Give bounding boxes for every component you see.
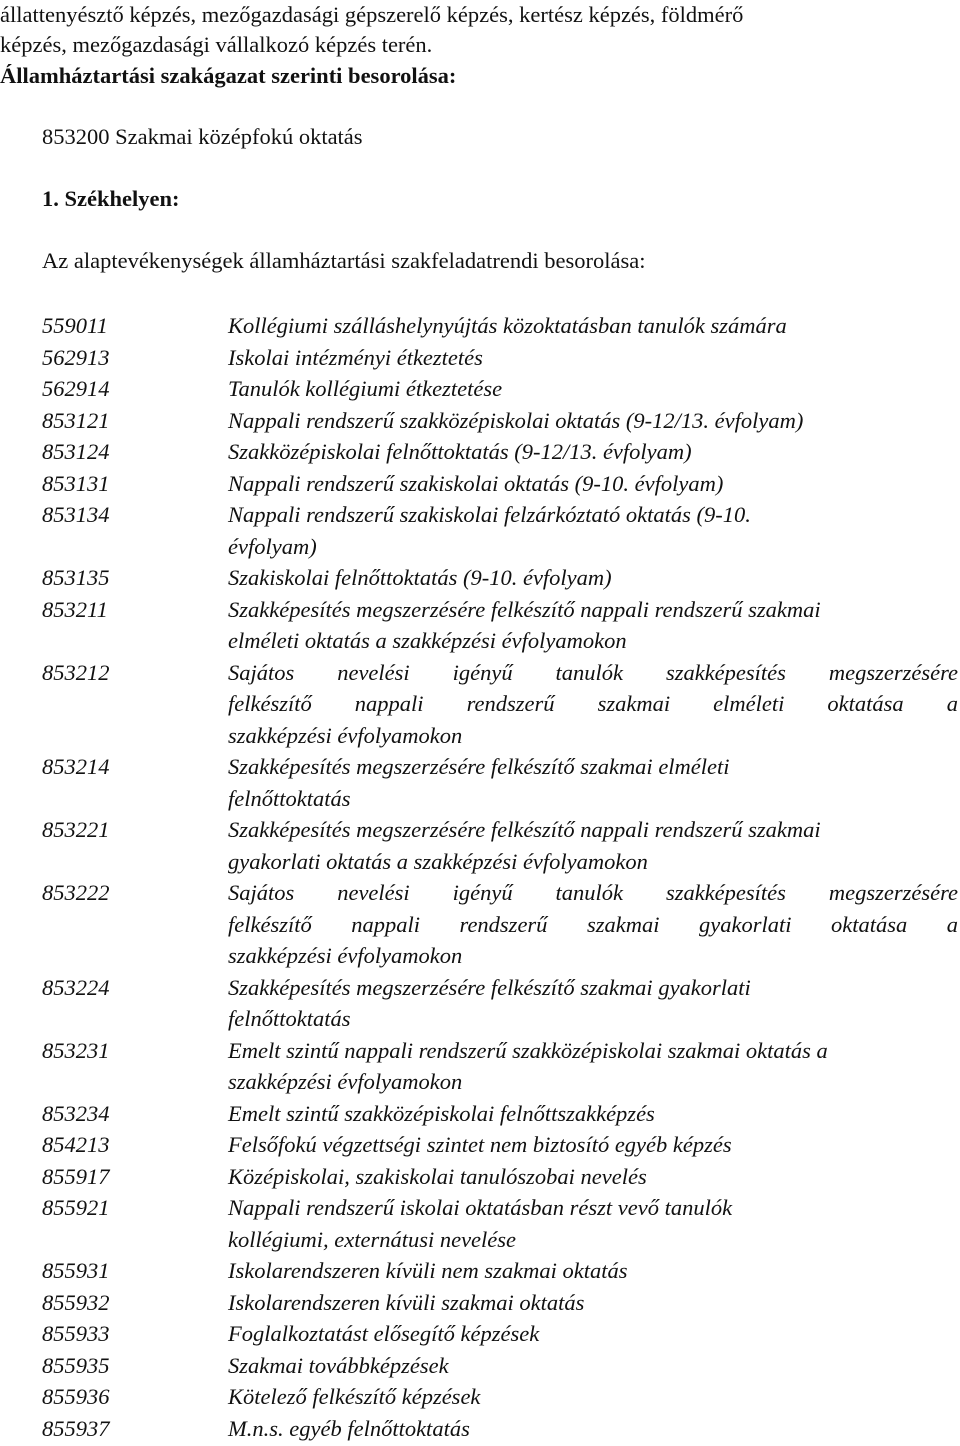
activity-description-line: Emelt szintű szakközépiskolai felnőttszakképzés	[228, 1100, 655, 1126]
activity-description-line: Szakképesítés megszerzésére felkészítő szakmai elméleti	[228, 754, 730, 779]
activity-description-line: Iskolarendszeren kívüli szakmai oktatás	[228, 1289, 585, 1315]
activity-code: 853211	[42, 596, 108, 622]
activity-description	[228, 1035, 958, 1098]
activity-description-line: Sajátos nevelési igényű tanulók szakképesítés megszerzésére	[228, 880, 958, 905]
activity-description	[228, 1098, 958, 1130]
activity-description-line: Szakképesítés megszerzésére felkészítő nappali rendszerű szakmai	[228, 596, 821, 622]
activity-code: 855935	[42, 1352, 110, 1378]
activity-description-line: Szakiskolai felnőttoktatás (9-10. évfolyam)	[228, 565, 612, 590]
activity-code: 853121	[42, 407, 110, 433]
activity-code: 853212	[42, 659, 110, 685]
activity-description-line: évfolyam)	[228, 533, 317, 559]
activity-description-line: szakképzési évfolyamokon	[228, 722, 463, 748]
classification-value: 853200 Szakmai középfokú oktatás	[42, 124, 363, 149]
activity-code: 854213	[42, 1132, 110, 1157]
activity-description-line: Iskolarendszeren kívüli nem szakmai oktatás	[228, 1258, 628, 1283]
activity-description	[228, 405, 958, 437]
activity-code: 853222	[42, 880, 110, 905]
activity-description	[228, 1255, 958, 1287]
activity-description	[228, 499, 958, 562]
activity-description-line: szakképzési évfolyamokon	[228, 1069, 463, 1094]
activity-description	[228, 1413, 958, 1445]
activity-description-line: Szakközépiskolai felnőttoktatás (9-12/13. évfolyam)	[228, 439, 692, 464]
activity-description-line: Szakmai továbbképzések	[228, 1352, 449, 1378]
activity-description-line: gyakorlati oktatás a szakképzési évfolyamokon	[228, 848, 648, 874]
activity-code: 853214	[42, 754, 110, 779]
activity-description	[228, 657, 958, 752]
section-subheading: Az alaptevékenységek államháztartási szakfeladatrendi besorolása:	[42, 248, 646, 273]
activity-description-line: Sajátos nevelési igényű tanulók szakképesítés megszerzésére	[228, 659, 958, 685]
activity-code: 855932	[42, 1289, 110, 1315]
activity-description	[228, 1129, 958, 1161]
activity-code: 853224	[42, 974, 110, 1000]
activity-description-line: M.n.s. egyéb felnőttoktatás	[228, 1415, 470, 1441]
activity-description-line: Nappali rendszerű szakközépiskolai oktatás (9-12/13. évfolyam)	[228, 407, 804, 433]
activity-description-line: Szakképesítés megszerzésére felkészítő nappali rendszerű szakmai	[228, 817, 821, 842]
activity-description-line: elméleti oktatás a szakképzési évfolyamokon	[228, 628, 627, 653]
activity-description-line: kollégiumi, externátusi nevelése	[228, 1226, 517, 1252]
activity-description-line: felnőttoktatás	[228, 785, 351, 811]
activity-code: 559011	[42, 313, 108, 338]
activity-code: 855933	[42, 1321, 110, 1346]
activity-description	[228, 1161, 958, 1193]
activity-description-line: Nappali rendszerű iskolai oktatásban részt vevő tanulók	[228, 1195, 733, 1220]
activity-description	[228, 1381, 958, 1413]
activity-description	[228, 342, 958, 374]
activity-description	[228, 468, 958, 500]
activity-description	[228, 814, 958, 877]
activity-description-line: Kollégiumi szálláshelynyújtás közoktatásban tanulók számára	[228, 313, 787, 338]
activity-description	[228, 751, 958, 814]
activity-description	[228, 877, 958, 972]
activity-description-line: Szakképesítés megszerzésére felkészítő szakmai gyakorlati	[228, 974, 751, 1000]
activity-description-line: Emelt szintű nappali rendszerű szakközépiskolai szakmai oktatás a	[228, 1037, 828, 1063]
activity-description	[228, 436, 958, 468]
activity-code: 855937	[42, 1415, 110, 1441]
activity-description	[228, 562, 958, 594]
activity-description-line: Középiskolai, szakiskolai tanulószobai nevelés	[228, 1163, 647, 1189]
activity-code: 853221	[42, 817, 110, 842]
section-heading: 1. Székhelyen:	[42, 186, 180, 211]
activity-description-line: szakképzési évfolyamokon	[228, 943, 463, 968]
classification-heading: Államháztartási szakágazat szerinti besorolása:	[0, 63, 457, 88]
activity-code: 855931	[42, 1258, 110, 1283]
intro-text-line-2: képzés, mezőgazdasági vállalkozó képzés terén.	[0, 32, 433, 57]
activity-description	[228, 1318, 958, 1350]
activity-code: 853124	[42, 439, 110, 464]
activity-code: 855936	[42, 1384, 110, 1409]
activity-code: 853234	[42, 1100, 110, 1126]
activity-description	[228, 373, 958, 405]
activity-description-line: Foglalkoztatást elősegítő képzések	[228, 1321, 540, 1346]
activity-description-line: felnőttoktatás	[228, 1006, 351, 1031]
activity-description-line: Nappali rendszerű szakiskolai oktatás (9-10. évfolyam)	[228, 470, 724, 496]
activity-code: 853231	[42, 1037, 110, 1063]
activity-description	[228, 1287, 958, 1319]
intro-text-line-1: állattenyésztő képzés, mezőgazdasági gépszerelő képzés, kertész képzés, földmérő	[0, 2, 744, 27]
activity-description	[228, 972, 958, 1035]
activity-code: 562914	[42, 376, 110, 401]
activity-description	[228, 1350, 958, 1382]
activity-description-line: Kötelező felkészítő képzések	[228, 1384, 481, 1409]
activity-code: 853131	[42, 470, 110, 496]
activity-description	[228, 1192, 958, 1255]
activity-description	[228, 310, 958, 342]
activity-description-line: Felsőfokú végzettségi szintet nem biztosító egyéb képzés	[228, 1132, 732, 1157]
activity-code: 853134	[42, 502, 110, 527]
activity-description-line: Iskolai intézményi étkeztetés	[228, 344, 483, 370]
activity-code: 562913	[42, 344, 110, 370]
activity-description-line: Nappali rendszerű szakiskolai felzárkóztató oktatás (9-10.	[228, 502, 751, 527]
activity-description	[228, 594, 958, 657]
activity-code: 855921	[42, 1195, 110, 1220]
activity-code: 853135	[42, 565, 110, 590]
activity-description-line: Tanulók kollégiumi étkeztetése	[228, 376, 503, 401]
activity-description-line: felkészítő nappali rendszerű szakmai gyakorlati oktatása a	[228, 911, 958, 937]
activity-code: 855917	[42, 1163, 110, 1189]
activity-description-line: felkészítő nappali rendszerű szakmai elméleti oktatása a	[228, 691, 958, 716]
